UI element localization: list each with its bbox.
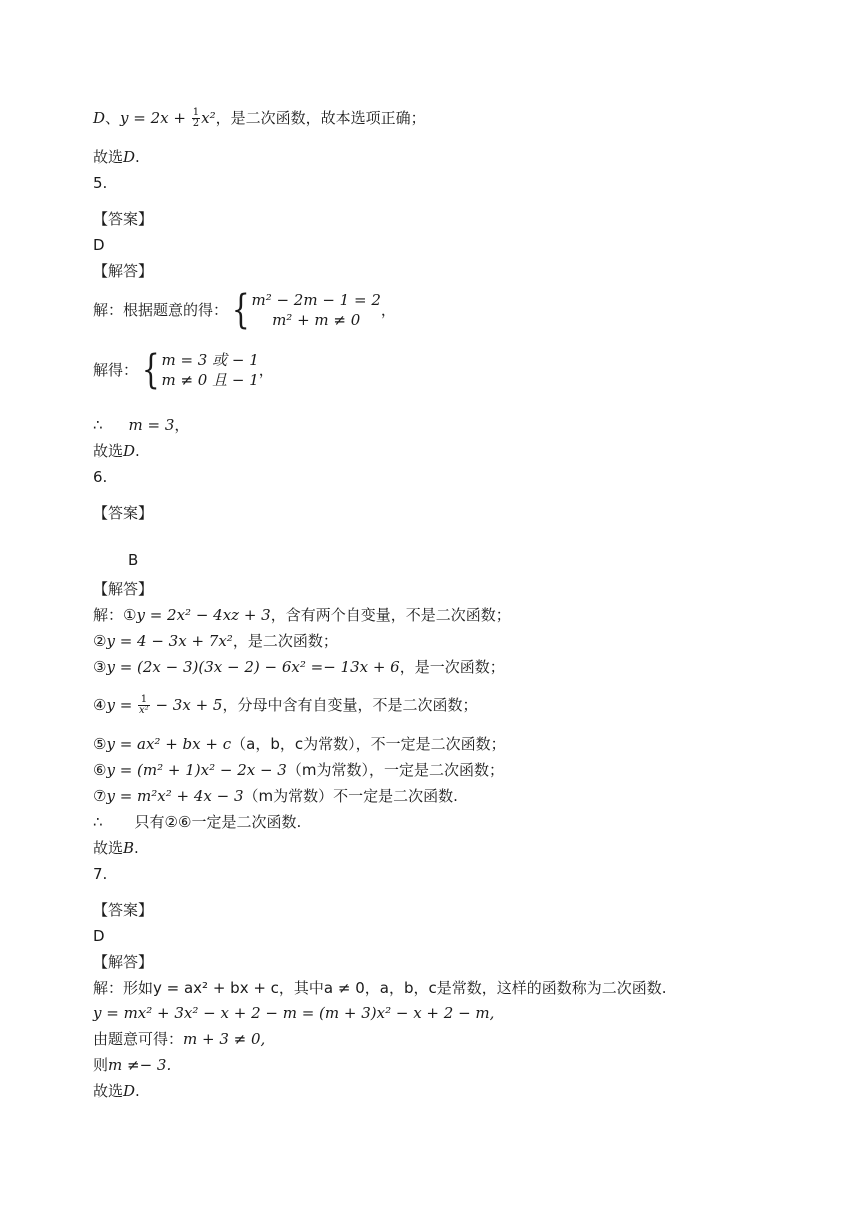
circled-number: ⑥ [93, 761, 107, 779]
q5-line2-suffix: ， [258, 361, 274, 379]
choose-letter: D [123, 442, 136, 460]
q5-result: m = 3 [128, 416, 175, 434]
q5-line2 [93, 347, 274, 393]
eq-row-1: m² − 2m − 1 = 2 [251, 291, 381, 309]
item-prefix: 解： [93, 606, 124, 624]
q7-answer: D [93, 927, 105, 945]
item-text: ，含有两个自变量，不是二次函数； [270, 606, 511, 624]
q4-choose-line [93, 147, 140, 167]
fraction-denominator: 2 [192, 118, 200, 129]
q4-option-d-sep: 、 [105, 109, 121, 127]
choose-letter: B [123, 839, 135, 857]
q7-number: 7. [93, 865, 108, 883]
left-brace: { [141, 347, 160, 393]
therefore-symbol: ∴ [93, 416, 103, 434]
q5-result-suffix: ， [174, 416, 190, 434]
q6-choose-line [93, 838, 139, 858]
q6-item-5 [93, 734, 506, 754]
choose-letter: D [123, 148, 136, 166]
line-formula: m + 3 ≠ 0, [183, 1030, 266, 1048]
q4-option-d-line [93, 108, 426, 129]
choose-suffix: . [135, 148, 140, 166]
choose-prefix: 故选 [93, 1082, 124, 1100]
therefore-symbol: ∴ [93, 813, 103, 831]
q4-option-d-text: ，是二次函数，故本选项正确； [215, 109, 426, 127]
fraction-numerator: 1 [138, 695, 150, 706]
q5-number: 5. [93, 174, 108, 192]
q7-choose-line [93, 1081, 140, 1101]
line-prefix: 由题意可得： [93, 1030, 184, 1048]
line-formula: m ≠− 3. [108, 1056, 172, 1074]
item-formula: y = (2x − 3)(3x − 2) − 6x² =− 13x + 6 [106, 658, 400, 676]
choose-suffix: . [135, 1082, 140, 1100]
q6-number: 6. [93, 468, 108, 486]
item-text: ，是一次函数； [399, 658, 505, 676]
item-formula: y = 4 − 3x + 7x² [106, 632, 233, 650]
equation-rows [161, 350, 258, 390]
q5-line1 [93, 287, 396, 333]
item-text: （m为常数），一定是二次函数； [286, 761, 504, 779]
item-formula-b: − 3x + 5 [150, 696, 223, 714]
q5-line2-prefix: 解得： [93, 361, 139, 379]
item-formula: y = 2x² − 4xz + 3 [136, 606, 271, 624]
item-fraction [138, 695, 150, 716]
q7-line3 [93, 1029, 265, 1049]
item-formula: y = ax² + bx + c [106, 735, 232, 753]
eq-row-2: m ≠ 0 且 − 1 [161, 371, 259, 389]
item-formula-a: y = [106, 696, 138, 714]
q5-choose-line [93, 441, 140, 461]
item-text: ，分母中含有自变量，不是二次函数； [222, 696, 478, 714]
q7-answer-header: 【答案】 [93, 901, 154, 919]
q4-option-d-formula-a: y = 2x + [120, 109, 191, 127]
q6-item-7 [93, 786, 458, 806]
q6-conclusion-line [93, 812, 301, 832]
q6-item-4 [93, 695, 477, 716]
item-formula: y = (m² + 1)x² − 2x − 3 [106, 761, 287, 779]
circled-number: ② [93, 632, 107, 650]
item-text: ，是二次函数； [232, 632, 338, 650]
q5-equation-system-1 [228, 287, 381, 333]
q5-answer-header: 【答案】 [93, 210, 154, 228]
item-text: （m为常数）不一定是二次函数. [243, 787, 458, 805]
choose-suffix: . [134, 839, 139, 857]
q5-line1-suffix: ， [380, 301, 396, 319]
q7-solution-header: 【解答】 [93, 953, 154, 971]
eq-row-2: m² + m ≠ 0 [272, 311, 361, 329]
q5-answer: D [93, 236, 105, 254]
choose-suffix: . [135, 442, 140, 460]
q5-line1-prefix: 解：根据题意的得： [93, 301, 229, 319]
fraction-numerator: 1 [192, 107, 200, 118]
q4-option-d-letter: D [93, 109, 106, 127]
choose-prefix: 故选 [93, 442, 124, 460]
line-prefix: 则 [93, 1056, 109, 1074]
left-brace: { [231, 287, 250, 333]
q6-item-6 [93, 760, 504, 780]
circled-number: ④ [93, 696, 107, 714]
q5-result-line [93, 415, 189, 435]
q5-equation-system-2 [138, 347, 259, 393]
q5-solution-header: 【解答】 [93, 262, 154, 280]
q7-line4 [93, 1055, 171, 1075]
choose-prefix: 故选 [93, 839, 124, 857]
q6-solution-header: 【解答】 [93, 580, 154, 598]
item-text: （a，b，c为常数），不一定是二次函数； [231, 735, 506, 753]
q6-item-1 [93, 605, 511, 625]
q6-item-2 [93, 631, 338, 651]
circled-number: ⑦ [93, 787, 107, 805]
q6-conclusion: 只有②⑥一定是二次函数. [134, 813, 302, 831]
q6-answer: B [128, 551, 139, 569]
choose-prefix: 故选 [93, 148, 124, 166]
q7-line1: 解：形如y = ax² + bx + c，其中a ≠ 0，a，b，c是常数，这样的函数称为二次函数. [93, 979, 667, 997]
eq-row-1: m = 3 或 − 1 [161, 351, 259, 369]
q6-answer-header: 【答案】 [93, 504, 154, 522]
q7-line2: y = mx² + 3x² − x + 2 − m = (m + 3)x² − x + 2 − m, [93, 1004, 495, 1022]
q4-option-d-fraction [192, 108, 200, 129]
equation-rows [251, 290, 380, 330]
item-formula: y = m²x² + 4x − 3 [106, 787, 244, 805]
q6-item-3 [93, 657, 505, 677]
circled-number: ③ [93, 658, 107, 676]
circled-number: ⑤ [93, 735, 107, 753]
q4-option-d-formula-b: x² [201, 109, 216, 127]
choose-letter: D [123, 1082, 136, 1100]
circled-number: ① [123, 606, 137, 624]
fraction-denominator: x² [139, 705, 149, 716]
